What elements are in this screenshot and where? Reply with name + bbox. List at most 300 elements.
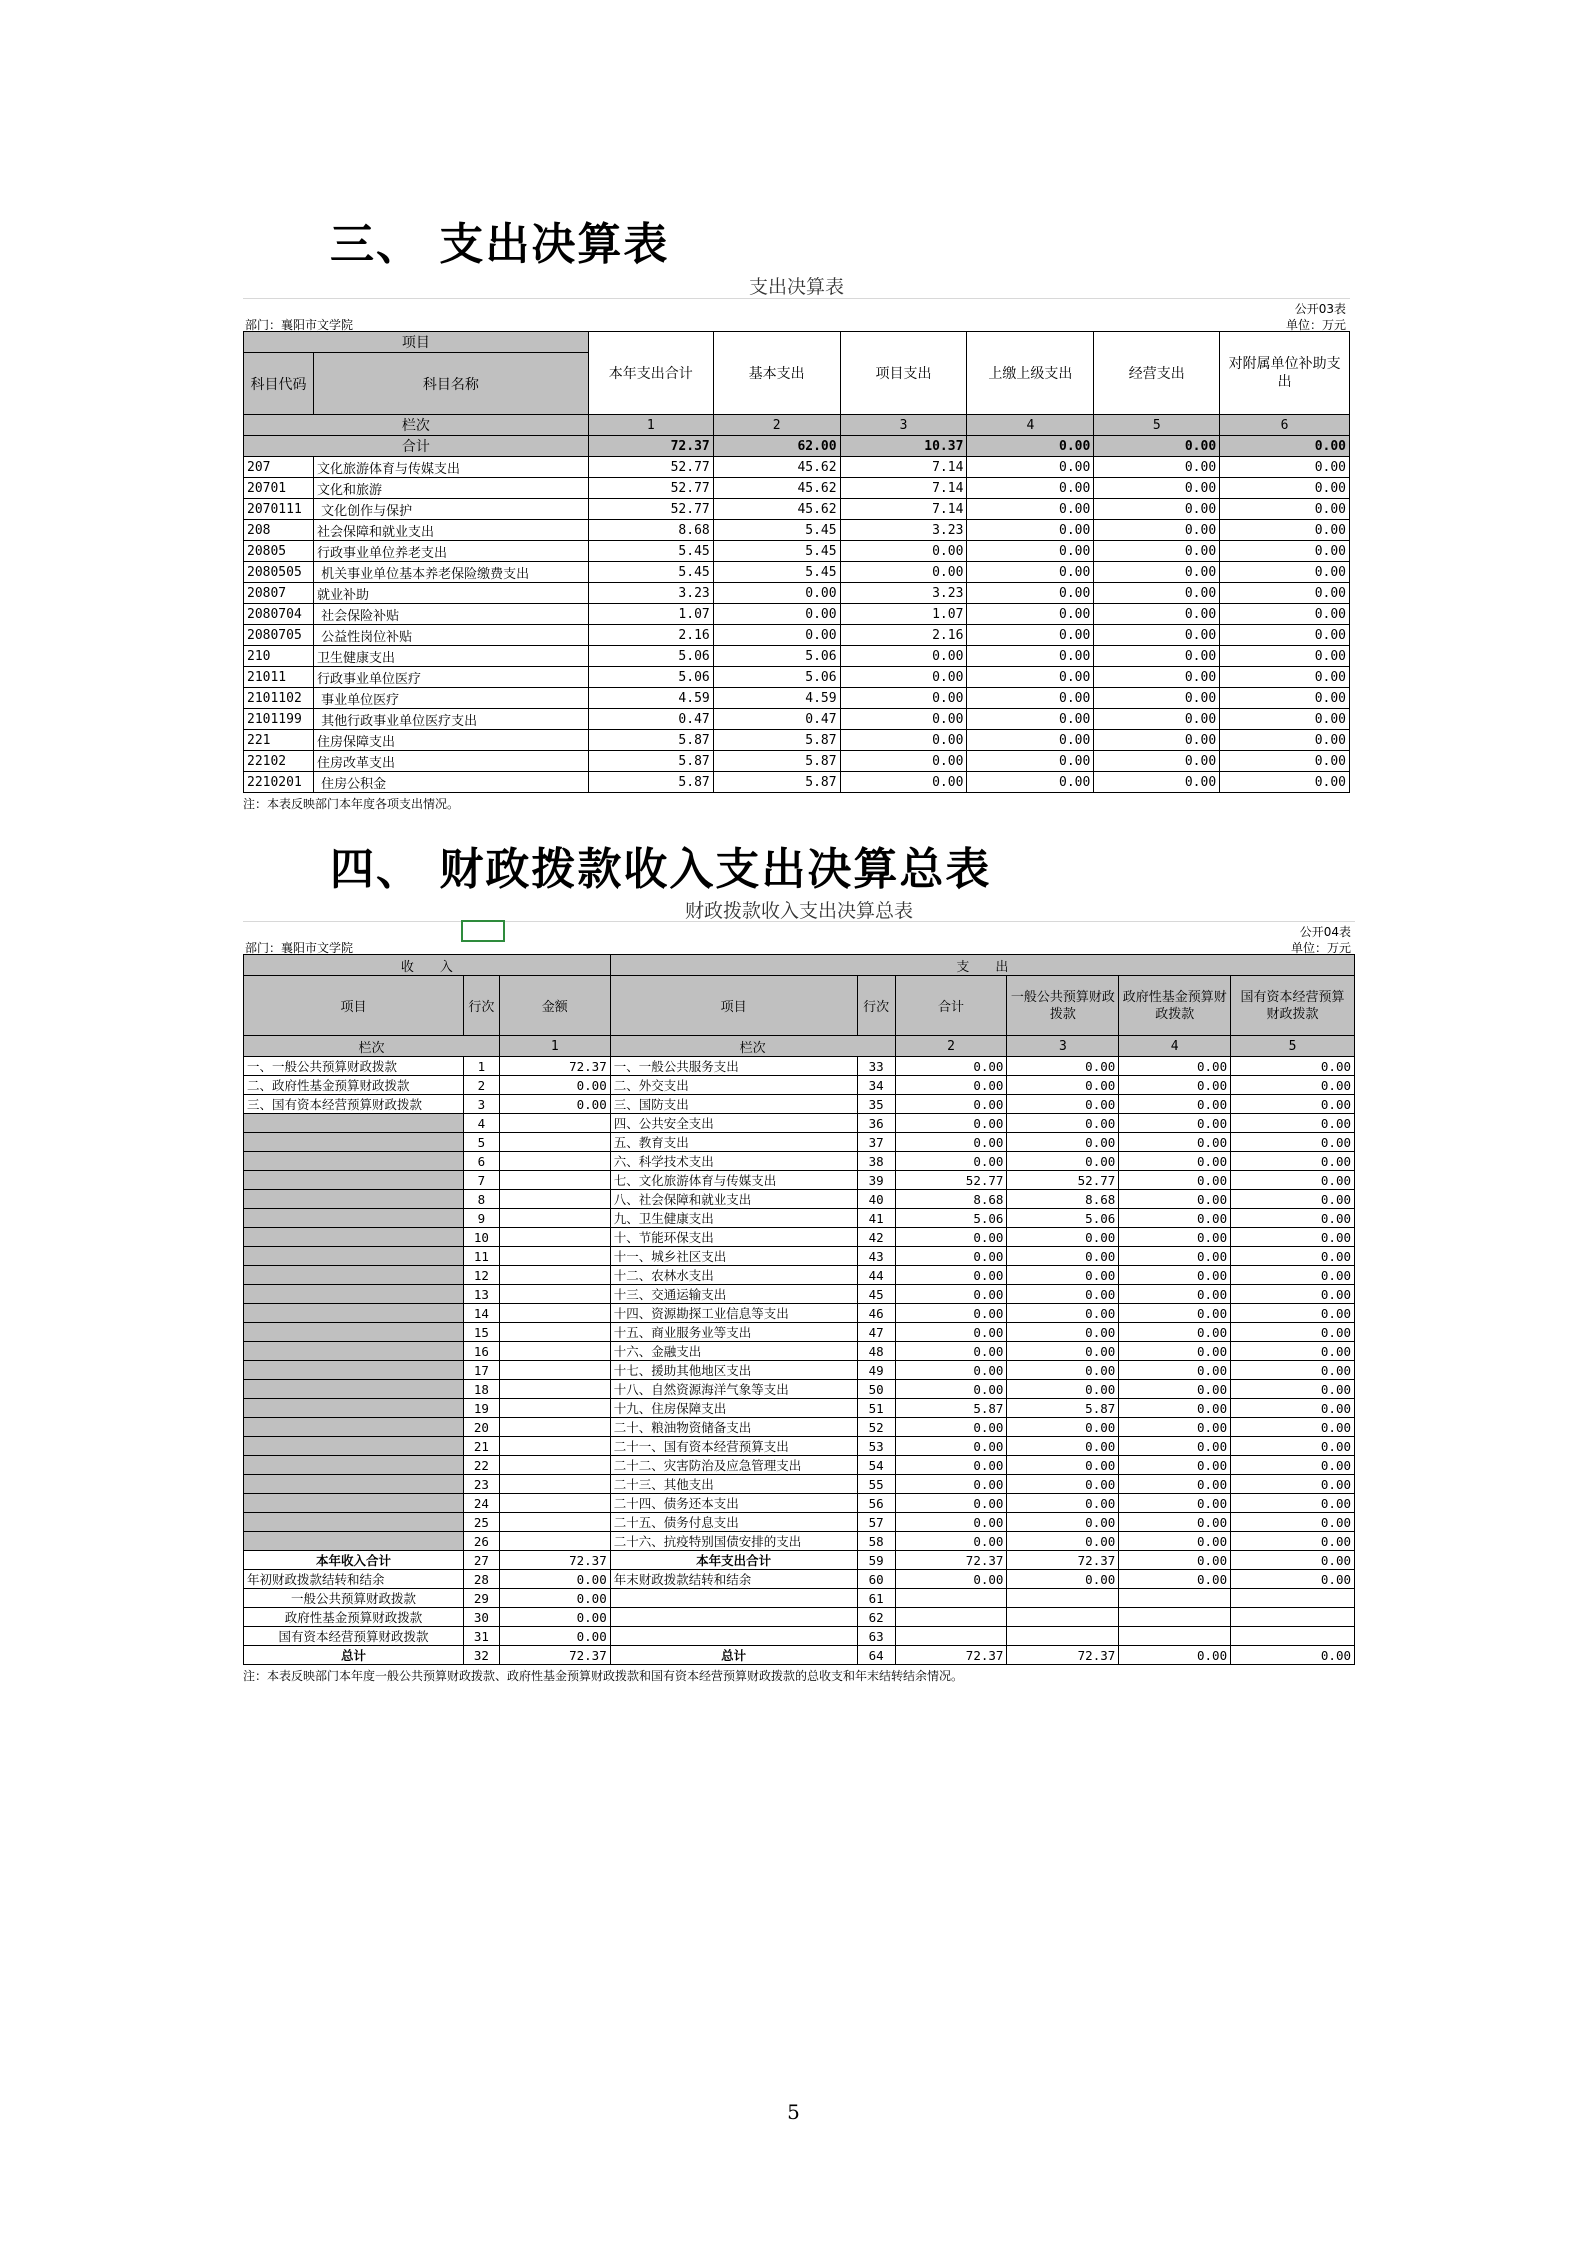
expense-line: 57 bbox=[857, 1513, 895, 1532]
subject-name: 文化创作与保护 bbox=[313, 499, 588, 520]
table-row bbox=[244, 1247, 1355, 1266]
expense-amount bbox=[1119, 1589, 1231, 1608]
expense-amount: 0.00 bbox=[895, 1304, 1007, 1323]
expense-amount: 0.00 bbox=[1007, 1494, 1119, 1513]
expense-item: 十、节能环保支出 bbox=[610, 1228, 857, 1247]
income-line: 12 bbox=[463, 1266, 499, 1285]
expense-amount: 0.00 bbox=[1231, 1133, 1355, 1152]
income-amount bbox=[499, 1114, 610, 1133]
expense-item: 十二、农林水支出 bbox=[610, 1266, 857, 1285]
table-row bbox=[244, 1399, 1355, 1418]
subject-code: 2080705 bbox=[244, 625, 314, 646]
expense-line: 43 bbox=[857, 1247, 895, 1266]
colnum-state: 5 bbox=[1231, 1036, 1355, 1057]
expense-amount: 0.00 bbox=[1119, 1570, 1231, 1589]
income-line: 25 bbox=[463, 1513, 499, 1532]
income-amount bbox=[499, 1228, 610, 1247]
expense-amount bbox=[1007, 1589, 1119, 1608]
colnum-total: 2 bbox=[895, 1036, 1007, 1057]
income-line: 15 bbox=[463, 1323, 499, 1342]
income-item: 国有资本经营预算财政拨款 bbox=[244, 1627, 464, 1646]
expense-amount: 0.00 bbox=[1231, 1361, 1355, 1380]
subject-name: 行政事业单位医疗 bbox=[313, 667, 588, 688]
expense-amount: 0.00 bbox=[1007, 1076, 1119, 1095]
amount-cell: 0.00 bbox=[840, 709, 967, 730]
expense-amount: 0.00 bbox=[895, 1152, 1007, 1171]
expense-amount: 0.00 bbox=[1119, 1247, 1231, 1266]
amount-cell: 0.00 bbox=[1094, 709, 1220, 730]
amount-cell: 0.00 bbox=[1094, 646, 1220, 667]
income-line: 5 bbox=[463, 1133, 499, 1152]
income-amount: 0.00 bbox=[499, 1570, 610, 1589]
expense-amount: 0.00 bbox=[1007, 1266, 1119, 1285]
income-item bbox=[244, 1285, 464, 1304]
expense-amount: 0.00 bbox=[1231, 1475, 1355, 1494]
expense-amount: 5.06 bbox=[895, 1209, 1007, 1228]
table-row bbox=[244, 667, 1350, 688]
expense-amount: 0.00 bbox=[1119, 1494, 1231, 1513]
expense-amount: 0.00 bbox=[1231, 1532, 1355, 1551]
income-line: 16 bbox=[463, 1342, 499, 1361]
income-line: 26 bbox=[463, 1532, 499, 1551]
expense-item: 一、一般公共服务支出 bbox=[610, 1057, 857, 1076]
expense-amount: 0.00 bbox=[1007, 1532, 1119, 1551]
subject-name: 社会保险补贴 bbox=[313, 604, 588, 625]
expense-line: 39 bbox=[857, 1171, 895, 1190]
income-line: 4 bbox=[463, 1114, 499, 1133]
expense-amount: 0.00 bbox=[1119, 1171, 1231, 1190]
expense-line: 49 bbox=[857, 1361, 895, 1380]
income-item bbox=[244, 1114, 464, 1133]
expense-amount: 0.00 bbox=[895, 1532, 1007, 1551]
income-item bbox=[244, 1304, 464, 1323]
expense-amount: 0.00 bbox=[1231, 1399, 1355, 1418]
income-line: 2 bbox=[463, 1076, 499, 1095]
amount-cell: 0.00 bbox=[1220, 667, 1350, 688]
income-line: 28 bbox=[463, 1570, 499, 1589]
income-item bbox=[244, 1513, 464, 1532]
header-state: 国有资本经营预算财政拨款 bbox=[1231, 976, 1355, 1036]
expense-line: 62 bbox=[857, 1608, 895, 1627]
expense-line: 34 bbox=[857, 1076, 895, 1095]
subject-code: 2101199 bbox=[244, 709, 314, 730]
expense-amount: 0.00 bbox=[1007, 1361, 1119, 1380]
table-row bbox=[244, 1513, 1355, 1532]
amount-cell: 0.00 bbox=[713, 604, 840, 625]
expense-amount: 0.00 bbox=[1007, 1057, 1119, 1076]
expense-amount: 0.00 bbox=[1231, 1513, 1355, 1532]
expense-amount: 8.68 bbox=[895, 1190, 1007, 1209]
table2-note: 注：本表反映部门本年度一般公共预算财政拨款、政府性基金预算财政拨款和国有资本经营预算财政拨款的总收支和年末结转结余情况。 bbox=[243, 1669, 964, 1683]
subject-name: 事业单位医疗 bbox=[313, 688, 588, 709]
table-row bbox=[244, 625, 1350, 646]
expense-amount: 0.00 bbox=[1119, 1209, 1231, 1228]
expense-amount: 5.87 bbox=[1007, 1399, 1119, 1418]
amount-cell: 0.00 bbox=[840, 772, 967, 793]
subject-code: 20701 bbox=[244, 478, 314, 499]
amount-cell: 0.00 bbox=[967, 520, 1094, 541]
income-item bbox=[244, 1399, 464, 1418]
row-label: 栏次 bbox=[244, 415, 589, 436]
table-row bbox=[244, 1190, 1355, 1209]
amount-cell: 0.00 bbox=[1094, 562, 1220, 583]
amount-cell: 0.00 bbox=[840, 688, 967, 709]
expense-amount: 0.00 bbox=[1007, 1513, 1119, 1532]
expense-line: 38 bbox=[857, 1152, 895, 1171]
total-label: 合计 bbox=[244, 436, 589, 457]
expense-amount: 0.00 bbox=[1119, 1266, 1231, 1285]
income-item bbox=[244, 1437, 464, 1456]
expense-amount: 0.00 bbox=[1119, 1551, 1231, 1570]
expense-item: 三、国防支出 bbox=[610, 1095, 857, 1114]
expense-amount: 0.00 bbox=[1119, 1304, 1231, 1323]
expense-line: 64 bbox=[857, 1646, 895, 1665]
income-amount bbox=[499, 1380, 610, 1399]
expense-amount: 0.00 bbox=[895, 1570, 1007, 1589]
table-row bbox=[244, 1570, 1355, 1589]
expense-line: 45 bbox=[857, 1285, 895, 1304]
income-amount bbox=[499, 1437, 610, 1456]
colnum-amount: 1 bbox=[499, 1036, 610, 1057]
expense-amount: 5.06 bbox=[1007, 1209, 1119, 1228]
expense-item: 年末财政拨款结转和结余 bbox=[610, 1570, 857, 1589]
expense-item: 十三、交通运输支出 bbox=[610, 1285, 857, 1304]
expense-item: 八、社会保障和就业支出 bbox=[610, 1190, 857, 1209]
income-amount: 72.37 bbox=[499, 1057, 610, 1076]
amount-cell: 2.16 bbox=[840, 625, 967, 646]
amount-cell: 0.00 bbox=[967, 541, 1094, 562]
expense-amount bbox=[895, 1589, 1007, 1608]
expense-line: 52 bbox=[857, 1418, 895, 1437]
header-code: 科目代码 bbox=[244, 353, 314, 415]
expense-item: 四、公共安全支出 bbox=[610, 1114, 857, 1133]
expense-amount: 0.00 bbox=[1231, 1551, 1355, 1570]
table-row bbox=[244, 1209, 1355, 1228]
amount-cell: 8.68 bbox=[588, 520, 713, 541]
expense-amount: 0.00 bbox=[1119, 1361, 1231, 1380]
expense-line: 51 bbox=[857, 1399, 895, 1418]
amount-cell: 3.23 bbox=[840, 520, 967, 541]
expense-amount: 0.00 bbox=[1231, 1304, 1355, 1323]
income-item bbox=[244, 1323, 464, 1342]
expense-item: 九、卫生健康支出 bbox=[610, 1209, 857, 1228]
total-value: 72.37 bbox=[588, 436, 713, 457]
col-number: 5 bbox=[1094, 415, 1220, 436]
row-label-in: 栏次 bbox=[244, 1036, 500, 1057]
table-row bbox=[244, 1304, 1355, 1323]
income-line: 30 bbox=[463, 1608, 499, 1627]
income-item: 一般公共预算财政拨款 bbox=[244, 1589, 464, 1608]
income-item: 三、国有资本经营预算财政拨款 bbox=[244, 1095, 464, 1114]
page-number: 5 bbox=[787, 2100, 800, 2124]
table-row bbox=[244, 1361, 1355, 1380]
expense-line: 33 bbox=[857, 1057, 895, 1076]
amount-cell: 5.45 bbox=[713, 562, 840, 583]
income-item bbox=[244, 1361, 464, 1380]
income-line: 24 bbox=[463, 1494, 499, 1513]
section-4-heading: 四、 财政拨款收入支出决算总表 bbox=[330, 844, 992, 895]
subject-name: 文化旅游体育与传媒支出 bbox=[313, 457, 588, 478]
expense-amount: 0.00 bbox=[1007, 1323, 1119, 1342]
subject-name: 卫生健康支出 bbox=[313, 646, 588, 667]
income-amount bbox=[499, 1323, 610, 1342]
expense-amount: 0.00 bbox=[1119, 1456, 1231, 1475]
income-item bbox=[244, 1342, 464, 1361]
expense-amount bbox=[1119, 1608, 1231, 1627]
expense-amount: 0.00 bbox=[1231, 1418, 1355, 1437]
income-amount bbox=[499, 1285, 610, 1304]
income-amount bbox=[499, 1247, 610, 1266]
expense-line: 61 bbox=[857, 1589, 895, 1608]
header-in-line: 行次 bbox=[463, 976, 499, 1036]
subject-code: 221 bbox=[244, 730, 314, 751]
income-item bbox=[244, 1171, 464, 1190]
expense-item: 十八、自然资源海洋气象等支出 bbox=[610, 1380, 857, 1399]
total-value: 0.00 bbox=[967, 436, 1094, 457]
table2-department: 部门：襄阳市文学院 bbox=[245, 941, 354, 955]
amount-cell: 0.00 bbox=[840, 646, 967, 667]
expense-line: 48 bbox=[857, 1342, 895, 1361]
income-line: 8 bbox=[463, 1190, 499, 1209]
fiscal-summary-sheet bbox=[243, 893, 1355, 1684]
expense-amount: 0.00 bbox=[1231, 1646, 1355, 1665]
expense-line: 59 bbox=[857, 1551, 895, 1570]
amount-cell: 7.14 bbox=[840, 478, 967, 499]
income-amount: 0.00 bbox=[499, 1627, 610, 1646]
income-line: 7 bbox=[463, 1171, 499, 1190]
subject-code: 2210201 bbox=[244, 772, 314, 793]
amount-cell: 0.00 bbox=[1220, 604, 1350, 625]
amount-cell: 0.00 bbox=[1220, 751, 1350, 772]
amount-cell: 0.00 bbox=[1094, 751, 1220, 772]
income-line: 17 bbox=[463, 1361, 499, 1380]
amount-cell: 0.00 bbox=[1094, 730, 1220, 751]
income-item bbox=[244, 1494, 464, 1513]
table-row bbox=[244, 499, 1350, 520]
expense-line: 54 bbox=[857, 1456, 895, 1475]
header-income: 收 入 bbox=[244, 955, 611, 976]
table-row bbox=[244, 1551, 1355, 1570]
expense-amount: 0.00 bbox=[1231, 1114, 1355, 1133]
table1-form-no: 公开03表 bbox=[1294, 302, 1346, 316]
expense-amount: 0.00 bbox=[1231, 1228, 1355, 1247]
subject-name: 住房保障支出 bbox=[313, 730, 588, 751]
table-row bbox=[244, 1380, 1355, 1399]
amount-cell: 0.00 bbox=[967, 625, 1094, 646]
expense-amount: 0.00 bbox=[1007, 1152, 1119, 1171]
amount-cell: 52.77 bbox=[588, 478, 713, 499]
expense-amount: 0.00 bbox=[1007, 1095, 1119, 1114]
income-line: 9 bbox=[463, 1209, 499, 1228]
amount-cell: 0.00 bbox=[1094, 625, 1220, 646]
expense-amount: 0.00 bbox=[1231, 1247, 1355, 1266]
table-row bbox=[244, 1494, 1355, 1513]
amount-cell: 0.00 bbox=[1220, 730, 1350, 751]
header-expense: 支 出 bbox=[610, 955, 1354, 976]
income-item bbox=[244, 1152, 464, 1171]
header-total: 合计 bbox=[895, 976, 1007, 1036]
income-amount bbox=[499, 1342, 610, 1361]
expense-amount: 0.00 bbox=[1007, 1475, 1119, 1494]
subject-code: 2080505 bbox=[244, 562, 314, 583]
table-row bbox=[244, 1114, 1355, 1133]
table-row bbox=[244, 457, 1350, 478]
expense-line: 44 bbox=[857, 1266, 895, 1285]
expense-amount: 0.00 bbox=[1119, 1399, 1231, 1418]
amount-cell: 0.00 bbox=[1220, 583, 1350, 604]
expense-amount: 0.00 bbox=[895, 1057, 1007, 1076]
expense-amount: 0.00 bbox=[1119, 1190, 1231, 1209]
income-item bbox=[244, 1418, 464, 1437]
expense-amount: 0.00 bbox=[1119, 1114, 1231, 1133]
expense-line: 36 bbox=[857, 1114, 895, 1133]
expense-amount: 0.00 bbox=[895, 1247, 1007, 1266]
amount-cell: 0.00 bbox=[1094, 478, 1220, 499]
amount-cell: 5.45 bbox=[588, 562, 713, 583]
table-row bbox=[244, 1646, 1355, 1665]
income-item: 年初财政拨款结转和结余 bbox=[244, 1570, 464, 1589]
income-amount bbox=[499, 1494, 610, 1513]
expense-amount: 72.37 bbox=[895, 1646, 1007, 1665]
expense-amount bbox=[895, 1608, 1007, 1627]
income-amount bbox=[499, 1513, 610, 1532]
expense-amount: 0.00 bbox=[1231, 1494, 1355, 1513]
amount-cell: 0.00 bbox=[1094, 667, 1220, 688]
colnum-general: 3 bbox=[1007, 1036, 1119, 1057]
income-item bbox=[244, 1209, 464, 1228]
income-item bbox=[244, 1475, 464, 1494]
table-row bbox=[244, 1095, 1355, 1114]
table-row bbox=[244, 1475, 1355, 1494]
amount-cell: 0.00 bbox=[1094, 457, 1220, 478]
table-row bbox=[244, 1171, 1355, 1190]
expense-amount: 0.00 bbox=[895, 1095, 1007, 1114]
expense-amount: 0.00 bbox=[1119, 1532, 1231, 1551]
header-general: 一般公共预算财政拨款 bbox=[1007, 976, 1119, 1036]
expense-amount: 0.00 bbox=[895, 1228, 1007, 1247]
table-row bbox=[244, 1342, 1355, 1361]
expense-amount: 0.00 bbox=[1007, 1418, 1119, 1437]
amount-cell: 0.00 bbox=[1094, 520, 1220, 541]
expense-item bbox=[610, 1627, 857, 1646]
expense-amount: 0.00 bbox=[1119, 1646, 1231, 1665]
income-amount bbox=[499, 1209, 610, 1228]
expense-amount bbox=[1231, 1627, 1355, 1646]
fiscal-summary-table bbox=[243, 954, 1355, 1665]
expense-amount: 0.00 bbox=[895, 1342, 1007, 1361]
col-number: 1 bbox=[588, 415, 713, 436]
income-line: 1 bbox=[463, 1057, 499, 1076]
table-row bbox=[244, 478, 1350, 499]
header-subsidy: 对附属单位补助支出 bbox=[1220, 332, 1350, 415]
expense-amount: 0.00 bbox=[895, 1076, 1007, 1095]
amount-cell: 3.23 bbox=[840, 583, 967, 604]
expense-amount: 0.00 bbox=[1119, 1323, 1231, 1342]
expense-amount: 0.00 bbox=[1007, 1570, 1119, 1589]
income-line: 13 bbox=[463, 1285, 499, 1304]
expense-item: 五、教育支出 bbox=[610, 1133, 857, 1152]
amount-cell: 0.00 bbox=[1220, 520, 1350, 541]
amount-cell: 0.47 bbox=[713, 709, 840, 730]
expense-amount: 0.00 bbox=[1231, 1456, 1355, 1475]
amount-cell: 5.06 bbox=[713, 646, 840, 667]
expense-amount: 5.87 bbox=[895, 1399, 1007, 1418]
subject-code: 21011 bbox=[244, 667, 314, 688]
header-basic: 基本支出 bbox=[713, 332, 840, 415]
expense-item: 二十五、债务付息支出 bbox=[610, 1513, 857, 1532]
table-row bbox=[244, 751, 1350, 772]
expense-line: 58 bbox=[857, 1532, 895, 1551]
table1-unit: 单位：万元 bbox=[1285, 318, 1346, 332]
amount-cell: 0.00 bbox=[967, 562, 1094, 583]
subject-name: 行政事业单位养老支出 bbox=[313, 541, 588, 562]
subject-code: 207 bbox=[244, 457, 314, 478]
table-row bbox=[244, 1228, 1355, 1247]
expense-line: 37 bbox=[857, 1133, 895, 1152]
expense-amount bbox=[1231, 1608, 1355, 1627]
expense-item: 二十六、抗疫特别国债安排的支出 bbox=[610, 1532, 857, 1551]
expense-amount: 0.00 bbox=[1231, 1323, 1355, 1342]
table-row bbox=[244, 1057, 1355, 1076]
table-row bbox=[244, 730, 1350, 751]
amount-cell: 0.00 bbox=[713, 583, 840, 604]
expense-line: 46 bbox=[857, 1304, 895, 1323]
col-number: 3 bbox=[840, 415, 967, 436]
expense-line: 42 bbox=[857, 1228, 895, 1247]
amount-cell: 0.00 bbox=[1220, 562, 1350, 583]
amount-cell: 0.00 bbox=[1220, 646, 1350, 667]
subject-name: 文化和旅游 bbox=[313, 478, 588, 499]
income-amount bbox=[499, 1266, 610, 1285]
amount-cell: 0.47 bbox=[588, 709, 713, 730]
amount-cell: 7.14 bbox=[840, 457, 967, 478]
expense-amount: 0.00 bbox=[1007, 1228, 1119, 1247]
expense-amount bbox=[895, 1627, 1007, 1646]
expense-amount: 0.00 bbox=[1119, 1228, 1231, 1247]
amount-cell: 0.00 bbox=[840, 730, 967, 751]
amount-cell: 0.00 bbox=[1220, 541, 1350, 562]
expense-amount: 52.77 bbox=[1007, 1171, 1119, 1190]
table1-note: 注：本表反映部门本年度各项支出情况。 bbox=[243, 797, 460, 811]
subject-code: 20807 bbox=[244, 583, 314, 604]
income-amount: 72.37 bbox=[499, 1646, 610, 1665]
expense-amount: 72.37 bbox=[1007, 1646, 1119, 1665]
table1-department: 部门：襄阳市文学院 bbox=[245, 318, 354, 332]
expense-amount: 0.00 bbox=[895, 1266, 1007, 1285]
table-row bbox=[244, 1152, 1355, 1171]
income-line: 14 bbox=[463, 1304, 499, 1323]
table-row bbox=[244, 1266, 1355, 1285]
income-line: 31 bbox=[463, 1627, 499, 1646]
expense-amount: 0.00 bbox=[1119, 1285, 1231, 1304]
subject-name: 社会保障和就业支出 bbox=[313, 520, 588, 541]
expense-amount: 0.00 bbox=[1231, 1057, 1355, 1076]
table2-unit: 单位：万元 bbox=[1290, 941, 1351, 955]
income-amount: 0.00 bbox=[499, 1076, 610, 1095]
expense-item bbox=[610, 1608, 857, 1627]
expense-amount: 0.00 bbox=[1231, 1266, 1355, 1285]
amount-cell: 5.87 bbox=[713, 730, 840, 751]
expense-amount: 0.00 bbox=[1231, 1570, 1355, 1589]
income-line: 21 bbox=[463, 1437, 499, 1456]
expense-line: 53 bbox=[857, 1437, 895, 1456]
table-row bbox=[244, 646, 1350, 667]
expense-amount: 0.00 bbox=[1119, 1437, 1231, 1456]
expense-amount: 0.00 bbox=[1231, 1152, 1355, 1171]
expense-amount: 0.00 bbox=[1007, 1437, 1119, 1456]
income-amount bbox=[499, 1171, 610, 1190]
expense-line: 47 bbox=[857, 1323, 895, 1342]
